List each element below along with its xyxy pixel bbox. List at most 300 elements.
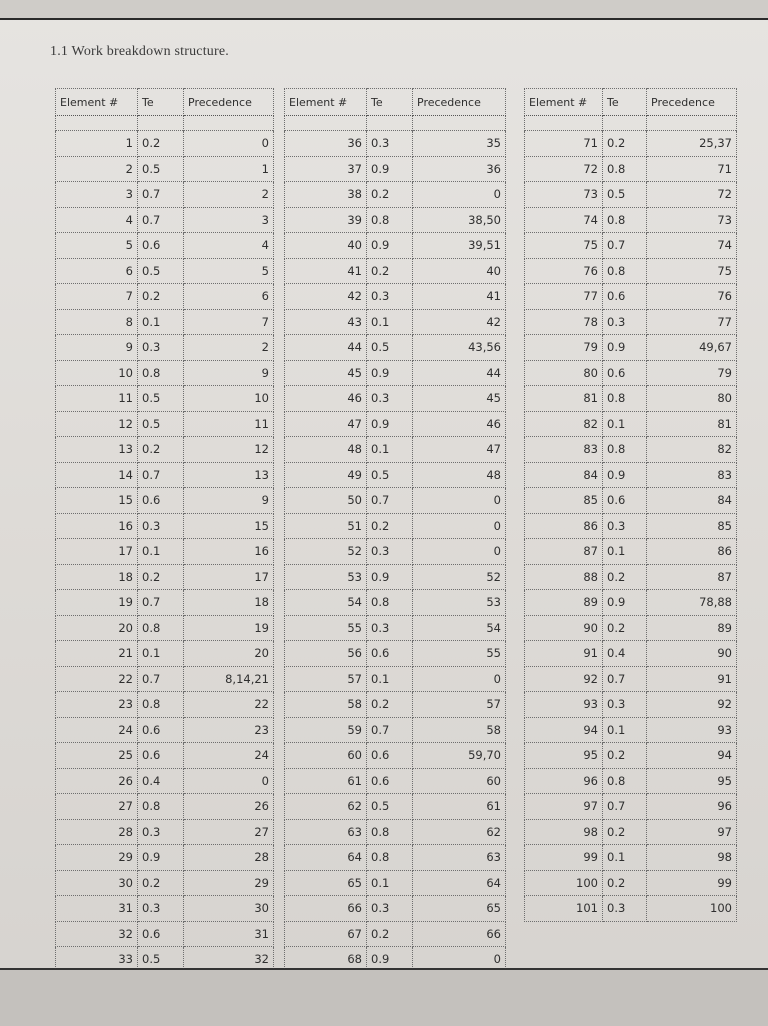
table-row — [285, 870, 506, 896]
precedence-cell: 75 — [647, 258, 737, 284]
precedence-cell: 71 — [647, 156, 737, 182]
table-row — [525, 411, 737, 437]
te-cell: 0.8 — [367, 819, 413, 845]
spacer-cell — [603, 116, 647, 131]
element-cell: 27 — [56, 794, 138, 820]
te-cell: 0.3 — [367, 539, 413, 565]
spacer-cell — [413, 116, 506, 131]
header-te: Te — [367, 89, 413, 116]
te-cell: 0.3 — [367, 284, 413, 310]
element-cell: 58 — [285, 692, 367, 718]
table-row — [56, 539, 274, 565]
te-cell: 0.7 — [138, 207, 184, 233]
precedence-cell: 2 — [184, 335, 274, 361]
element-cell: 88 — [525, 564, 603, 590]
element-cell: 86 — [525, 513, 603, 539]
precedence-cell: 85 — [647, 513, 737, 539]
te-cell: 0.5 — [138, 386, 184, 412]
spacer-cell — [525, 116, 603, 131]
element-cell: 96 — [525, 768, 603, 794]
te-cell: 0.3 — [138, 513, 184, 539]
element-cell: 85 — [525, 488, 603, 514]
te-cell: 0.3 — [367, 896, 413, 922]
table-row — [285, 641, 506, 667]
te-cell: 0.4 — [138, 768, 184, 794]
precedence-cell: 12 — [184, 437, 274, 463]
precedence-cell: 0 — [413, 947, 506, 973]
te-cell: 0.2 — [367, 513, 413, 539]
element-cell: 13 — [56, 437, 138, 463]
element-cell: 20 — [56, 615, 138, 641]
header-te: Te — [138, 89, 184, 116]
precedence-cell: 94 — [647, 743, 737, 769]
table-row — [56, 156, 274, 182]
header-spacer — [525, 116, 737, 131]
element-cell: 47 — [285, 411, 367, 437]
precedence-cell: 96 — [647, 794, 737, 820]
bottom-edge — [0, 968, 768, 1026]
precedence-cell: 22 — [184, 692, 274, 718]
table-row — [56, 717, 274, 743]
precedence-cell: 9 — [184, 488, 274, 514]
table-row — [525, 666, 737, 692]
table-row — [285, 182, 506, 208]
te-cell: 0.6 — [367, 768, 413, 794]
table-row — [56, 564, 274, 590]
table-row — [285, 131, 506, 157]
element-cell: 30 — [56, 870, 138, 896]
precedence-cell: 48 — [413, 462, 506, 488]
element-cell: 95 — [525, 743, 603, 769]
element-cell: 26 — [56, 768, 138, 794]
spacer-cell — [367, 116, 413, 131]
element-cell: 57 — [285, 666, 367, 692]
te-cell: 0.9 — [367, 411, 413, 437]
te-cell: 0.8 — [603, 207, 647, 233]
element-cell: 43 — [285, 309, 367, 335]
table-row — [525, 590, 737, 616]
element-cell: 77 — [525, 284, 603, 310]
element-cell: 76 — [525, 258, 603, 284]
te-cell: 0.5 — [138, 947, 184, 973]
precedence-cell: 43,56 — [413, 335, 506, 361]
table-row — [56, 615, 274, 641]
table-row — [525, 156, 737, 182]
table-row — [56, 360, 274, 386]
precedence-cell: 45 — [413, 386, 506, 412]
te-cell: 0.9 — [367, 156, 413, 182]
header-element: Element # — [525, 89, 603, 116]
element-cell: 45 — [285, 360, 367, 386]
precedence-cell: 23 — [184, 717, 274, 743]
table-row — [285, 411, 506, 437]
te-cell: 0.2 — [367, 921, 413, 947]
te-cell: 0.7 — [603, 233, 647, 259]
te-cell: 0.3 — [603, 513, 647, 539]
table-row — [525, 717, 737, 743]
precedence-cell: 74 — [647, 233, 737, 259]
precedence-cell: 64 — [413, 870, 506, 896]
te-cell: 0.6 — [138, 233, 184, 259]
precedence-cell: 60 — [413, 768, 506, 794]
precedence-cell: 29 — [184, 870, 274, 896]
precedence-cell: 6 — [184, 284, 274, 310]
precedence-cell: 73 — [647, 207, 737, 233]
element-cell: 65 — [285, 870, 367, 896]
te-cell: 0.3 — [603, 309, 647, 335]
precedence-cell: 78,88 — [647, 590, 737, 616]
table-row — [56, 921, 274, 947]
table-row — [285, 513, 506, 539]
wbs-table-3 — [524, 88, 737, 922]
precedence-cell: 7 — [184, 309, 274, 335]
precedence-cell: 79 — [647, 360, 737, 386]
element-cell: 14 — [56, 462, 138, 488]
te-cell: 0.2 — [367, 182, 413, 208]
te-cell: 0.8 — [603, 437, 647, 463]
element-cell: 38 — [285, 182, 367, 208]
element-cell: 8 — [56, 309, 138, 335]
precedence-cell: 77 — [647, 309, 737, 335]
element-cell: 9 — [56, 335, 138, 361]
table-row — [525, 360, 737, 386]
te-cell: 0.2 — [138, 437, 184, 463]
precedence-cell: 82 — [647, 437, 737, 463]
te-cell: 0.2 — [367, 258, 413, 284]
te-cell: 0.2 — [603, 564, 647, 590]
element-cell: 7 — [56, 284, 138, 310]
table-row — [525, 692, 737, 718]
element-cell: 12 — [56, 411, 138, 437]
table-row — [56, 233, 274, 259]
te-cell: 0.3 — [603, 896, 647, 922]
element-cell: 49 — [285, 462, 367, 488]
te-cell: 0.3 — [138, 335, 184, 361]
te-cell: 0.6 — [138, 921, 184, 947]
precedence-cell: 81 — [647, 411, 737, 437]
precedence-cell: 41 — [413, 284, 506, 310]
te-cell: 0.2 — [138, 284, 184, 310]
te-cell: 0.7 — [367, 717, 413, 743]
element-cell: 24 — [56, 717, 138, 743]
precedence-cell: 55 — [413, 641, 506, 667]
table-row — [525, 207, 737, 233]
te-cell: 0.4 — [603, 641, 647, 667]
element-cell: 98 — [525, 819, 603, 845]
precedence-cell: 54 — [413, 615, 506, 641]
precedence-cell: 42 — [413, 309, 506, 335]
element-cell: 11 — [56, 386, 138, 412]
precedence-cell: 99 — [647, 870, 737, 896]
spacer-cell — [285, 116, 367, 131]
precedence-cell: 97 — [647, 819, 737, 845]
element-cell: 36 — [285, 131, 367, 157]
table-row — [285, 360, 506, 386]
te-cell: 0.7 — [603, 794, 647, 820]
precedence-cell: 87 — [647, 564, 737, 590]
element-cell: 15 — [56, 488, 138, 514]
element-cell: 100 — [525, 870, 603, 896]
te-cell: 0.3 — [138, 896, 184, 922]
spacer-cell — [184, 116, 274, 131]
table-row — [285, 462, 506, 488]
table-row — [525, 743, 737, 769]
element-cell: 32 — [56, 921, 138, 947]
element-cell: 5 — [56, 233, 138, 259]
element-cell: 6 — [56, 258, 138, 284]
te-cell: 0.3 — [367, 386, 413, 412]
element-cell: 44 — [285, 335, 367, 361]
element-cell: 72 — [525, 156, 603, 182]
table-row — [285, 590, 506, 616]
header-te: Te — [603, 89, 647, 116]
element-cell: 71 — [525, 131, 603, 157]
precedence-cell: 0 — [184, 768, 274, 794]
precedence-cell: 0 — [413, 666, 506, 692]
element-cell: 18 — [56, 564, 138, 590]
te-cell: 0.5 — [367, 335, 413, 361]
table-row — [525, 462, 737, 488]
te-cell: 0.6 — [367, 641, 413, 667]
header-precedence: Precedence — [647, 89, 737, 116]
precedence-cell: 31 — [184, 921, 274, 947]
table-row — [525, 258, 737, 284]
te-cell: 0.8 — [367, 845, 413, 871]
element-cell: 93 — [525, 692, 603, 718]
table-row — [285, 233, 506, 259]
precedence-cell: 61 — [413, 794, 506, 820]
table-row — [525, 284, 737, 310]
te-cell: 0.9 — [367, 233, 413, 259]
table-row — [285, 207, 506, 233]
precedence-cell: 0 — [413, 539, 506, 565]
te-cell: 0.6 — [138, 488, 184, 514]
te-cell: 0.1 — [367, 666, 413, 692]
te-cell: 0.8 — [138, 615, 184, 641]
table-row — [285, 692, 506, 718]
precedence-cell: 38,50 — [413, 207, 506, 233]
precedence-cell: 49,67 — [647, 335, 737, 361]
element-cell: 89 — [525, 590, 603, 616]
table-row — [525, 615, 737, 641]
element-cell: 59 — [285, 717, 367, 743]
te-cell: 0.7 — [603, 666, 647, 692]
te-cell: 0.1 — [603, 845, 647, 871]
table-row — [56, 743, 274, 769]
element-cell: 81 — [525, 386, 603, 412]
te-cell: 0.5 — [367, 794, 413, 820]
precedence-cell: 89 — [647, 615, 737, 641]
te-cell: 0.1 — [603, 411, 647, 437]
element-cell: 53 — [285, 564, 367, 590]
te-cell: 0.9 — [138, 845, 184, 871]
table-row — [56, 794, 274, 820]
table-row — [285, 768, 506, 794]
te-cell: 0.8 — [603, 768, 647, 794]
te-cell: 0.6 — [603, 488, 647, 514]
precedence-cell: 62 — [413, 819, 506, 845]
precedence-cell: 36 — [413, 156, 506, 182]
precedence-cell: 1 — [184, 156, 274, 182]
precedence-cell: 86 — [647, 539, 737, 565]
table-row — [525, 870, 737, 896]
precedence-cell: 76 — [647, 284, 737, 310]
te-cell: 0.2 — [603, 870, 647, 896]
element-cell: 29 — [56, 845, 138, 871]
element-cell: 99 — [525, 845, 603, 871]
element-cell: 51 — [285, 513, 367, 539]
element-cell: 16 — [56, 513, 138, 539]
precedence-cell: 10 — [184, 386, 274, 412]
precedence-cell: 20 — [184, 641, 274, 667]
table-row — [525, 182, 737, 208]
te-cell: 0.2 — [138, 131, 184, 157]
header-element: Element # — [56, 89, 138, 116]
element-cell: 63 — [285, 819, 367, 845]
table-row — [525, 131, 737, 157]
precedence-cell: 40 — [413, 258, 506, 284]
precedence-cell: 66 — [413, 921, 506, 947]
table-row — [56, 411, 274, 437]
element-cell: 97 — [525, 794, 603, 820]
element-cell: 1 — [56, 131, 138, 157]
table-row — [285, 615, 506, 641]
precedence-cell: 53 — [413, 590, 506, 616]
precedence-cell: 28 — [184, 845, 274, 871]
table-row — [285, 156, 506, 182]
element-cell: 50 — [285, 488, 367, 514]
element-cell: 61 — [285, 768, 367, 794]
precedence-cell: 8,14,21 — [184, 666, 274, 692]
precedence-cell: 5 — [184, 258, 274, 284]
element-cell: 62 — [285, 794, 367, 820]
table-row — [525, 488, 737, 514]
precedence-cell: 65 — [413, 896, 506, 922]
te-cell: 0.1 — [138, 309, 184, 335]
table-row — [56, 513, 274, 539]
element-cell: 74 — [525, 207, 603, 233]
element-cell: 80 — [525, 360, 603, 386]
element-cell: 3 — [56, 182, 138, 208]
spacer-cell — [56, 116, 138, 131]
precedence-cell: 24 — [184, 743, 274, 769]
table-row — [525, 896, 737, 922]
table-row — [285, 743, 506, 769]
te-cell: 0.9 — [603, 335, 647, 361]
table-row — [525, 233, 737, 259]
te-cell: 0.9 — [367, 564, 413, 590]
te-cell: 0.9 — [367, 360, 413, 386]
precedence-cell: 3 — [184, 207, 274, 233]
table-row — [525, 437, 737, 463]
element-cell: 2 — [56, 156, 138, 182]
te-cell: 0.1 — [138, 641, 184, 667]
table-row — [525, 845, 737, 871]
precedence-cell: 52 — [413, 564, 506, 590]
element-cell: 83 — [525, 437, 603, 463]
te-cell: 0.8 — [603, 386, 647, 412]
precedence-cell: 80 — [647, 386, 737, 412]
table-row — [525, 641, 737, 667]
precedence-cell: 57 — [413, 692, 506, 718]
table-row — [285, 896, 506, 922]
precedence-cell: 92 — [647, 692, 737, 718]
precedence-cell: 72 — [647, 182, 737, 208]
element-cell: 54 — [285, 590, 367, 616]
precedence-cell: 91 — [647, 666, 737, 692]
precedence-cell: 30 — [184, 896, 274, 922]
top-edge — [0, 0, 768, 20]
table-row — [525, 513, 737, 539]
table-row — [56, 182, 274, 208]
precedence-cell: 0 — [413, 488, 506, 514]
element-cell: 90 — [525, 615, 603, 641]
te-cell: 0.7 — [367, 488, 413, 514]
precedence-cell: 15 — [184, 513, 274, 539]
table-row — [525, 819, 737, 845]
element-cell: 78 — [525, 309, 603, 335]
element-cell: 84 — [525, 462, 603, 488]
table-row — [525, 768, 737, 794]
element-cell: 87 — [525, 539, 603, 565]
te-cell: 0.6 — [603, 360, 647, 386]
te-cell: 0.1 — [603, 717, 647, 743]
spacer-cell — [138, 116, 184, 131]
table-row — [56, 488, 274, 514]
te-cell: 0.6 — [367, 743, 413, 769]
te-cell: 0.7 — [138, 590, 184, 616]
te-cell: 0.8 — [603, 156, 647, 182]
precedence-cell: 16 — [184, 539, 274, 565]
te-cell: 0.7 — [138, 182, 184, 208]
element-cell: 17 — [56, 539, 138, 565]
element-cell: 64 — [285, 845, 367, 871]
table-row — [285, 488, 506, 514]
table-row — [285, 258, 506, 284]
te-cell: 0.8 — [138, 692, 184, 718]
table-row — [525, 386, 737, 412]
precedence-cell: 0 — [413, 182, 506, 208]
header-precedence: Precedence — [413, 89, 506, 116]
te-cell: 0.3 — [138, 819, 184, 845]
element-cell: 101 — [525, 896, 603, 922]
te-cell: 0.5 — [367, 462, 413, 488]
wbs-table-1 — [55, 88, 274, 998]
te-cell: 0.9 — [603, 462, 647, 488]
table-row — [56, 207, 274, 233]
element-cell: 42 — [285, 284, 367, 310]
element-cell: 22 — [56, 666, 138, 692]
te-cell: 0.6 — [138, 743, 184, 769]
table-row — [56, 870, 274, 896]
te-cell: 0.1 — [367, 437, 413, 463]
precedence-cell: 0 — [184, 131, 274, 157]
te-cell: 0.7 — [138, 666, 184, 692]
header-spacer — [56, 116, 274, 131]
table-row — [56, 896, 274, 922]
te-cell: 0.1 — [367, 870, 413, 896]
table-row — [56, 462, 274, 488]
precedence-cell: 47 — [413, 437, 506, 463]
element-cell: 23 — [56, 692, 138, 718]
element-cell: 25 — [56, 743, 138, 769]
precedence-cell: 84 — [647, 488, 737, 514]
table-row — [56, 309, 274, 335]
element-cell: 31 — [56, 896, 138, 922]
element-cell: 19 — [56, 590, 138, 616]
table-row — [56, 590, 274, 616]
te-cell: 0.5 — [138, 156, 184, 182]
